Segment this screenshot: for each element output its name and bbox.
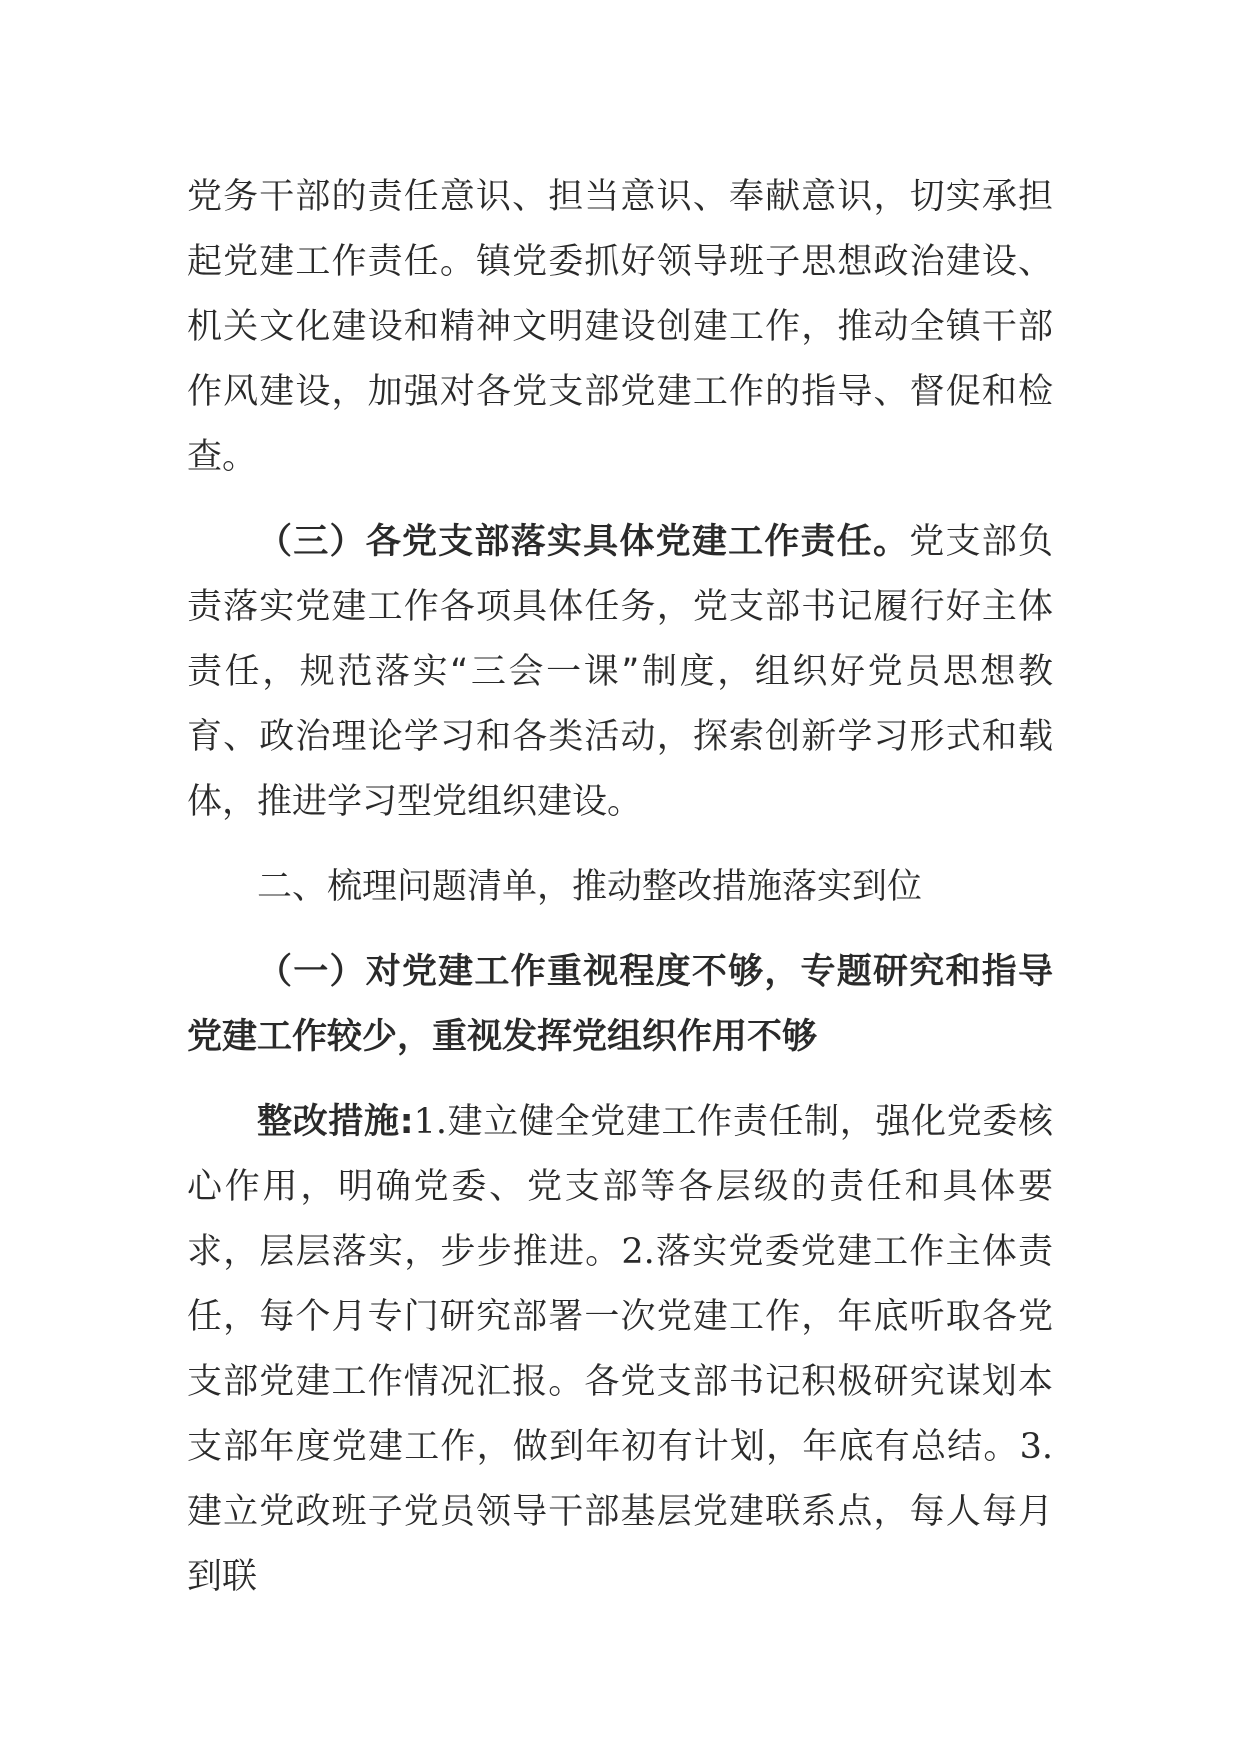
problem-heading-text: （一）对党建工作重视程度不够，专题研究和指导党建工作较少，重视发挥党组织作用不够 [187,952,1053,1057]
problem-heading-one [187,940,1053,1070]
measure-text-2: 落实党委党建工作主体责任，每个月专门研究部署一次党建工作，年底听取各党支部党建工作情况汇报。各党支部书记积极研究谋划本支部年度党建工作，做到年初有计划，年底有总结。 [187,1232,1053,1467]
section-title-text: 二、梳理问题清单，推动整改措施落实到位 [257,867,923,907]
paragraph-text: 党支部负责落实党建工作各项具体任务，党支部书记履行好主体责任，规范落实“三会一课”制度，组织好党员思想教育、政治理论学习和各类活动，探索创新学习形式和载体，推进学习型党组织建设。 [187,522,1053,822]
measures-colon: : [399,1102,414,1142]
paragraph-rectification-measures [187,1090,1053,1610]
measure-number-2: 2. [621,1232,655,1272]
paragraph-responsibility-awareness [187,165,1053,490]
paragraph-text: 党务干部的责任意识、担当意识、奉献意识，切实承担起党建工作责任。镇党委抓好领导班子思想政治建设、机关文化建设和精神文明建设创建工作，推动全镇干部作风建设，加强对各党支部党建工作的指导、督促和检查。 [187,177,1053,477]
paragraph-branch-responsibility [187,510,1053,835]
measure-number-3: 3. [1019,1427,1053,1467]
measure-text-3: 建立党政班子党员领导干部基层党建联系点，每人每月到联 [187,1492,1053,1597]
document-body [187,165,1053,1610]
measure-number-1: 1. [413,1102,447,1142]
section-title-two [187,855,1053,920]
section-heading-three: （三）各党支部落实具体党建工作责任。 [257,522,910,562]
measures-label: 整改措施 [257,1102,400,1142]
measure-text-1: 建立健全党建工作责任制，强化党委核心作用，明确党委、党支部等各层级的责任和具体要求，层层落实，步步推进。 [187,1102,1053,1272]
